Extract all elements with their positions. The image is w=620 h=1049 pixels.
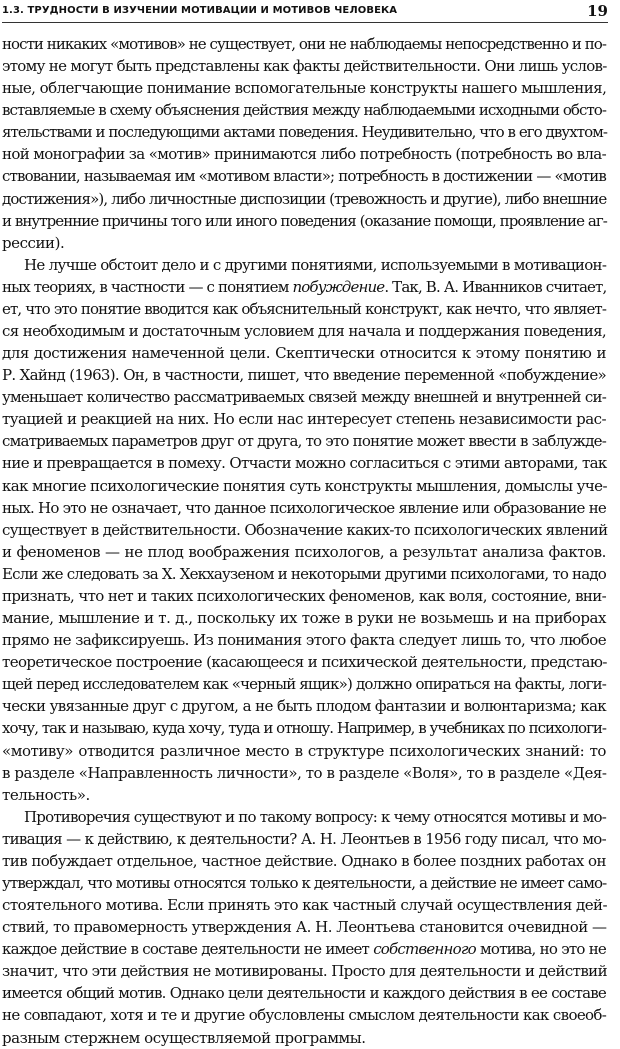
line-text: прямо не зафиксируешь. Из понимания этого факта следует лишь то, что любое [2,631,607,650]
text-line [2,938,606,960]
line-text: тивация — к действию, к деятельности? А. Н. Леонтьев в 1956 году писал, что мо- [2,829,606,848]
text-line [2,232,606,254]
body-text [2,33,606,1049]
text-line [2,276,606,298]
line-text: и внутренние причины того или иного поведения (оказание помощи, проявление аг- [2,211,607,230]
text-line [2,408,606,430]
line-text: рессии). [2,233,65,252]
text-line [2,386,606,408]
text-line [2,585,606,607]
line-text: ет, что это понятие вводится как объяснительный конструкт, как нечто, что являет- [2,299,606,318]
text-line [2,497,606,519]
line-text: как многие психологические понятия суть конструкты мышления, домыслы уче- [2,476,607,495]
line-text: Противоречия существуют и по такому вопросу: к чему относятся мотивы и мо- [24,807,606,826]
paragraph [2,33,606,254]
text-line [2,1027,606,1049]
text-line [2,563,606,585]
text-line [2,607,606,629]
text-line [2,475,606,497]
text-line [2,1004,606,1026]
text-line [2,762,606,784]
text-line [2,894,606,916]
text-line [2,717,606,739]
header-rule [2,22,608,23]
text-line [2,143,606,165]
text-line [2,254,606,276]
text-line [2,452,606,474]
line-text: ся необходимым и достаточным условием для начала и поддержания поведения, [2,322,606,341]
line-text: щей перед исследователем как «черный ящик») должно опираться на факты, логи- [2,675,606,694]
text-line [2,695,606,717]
line-text: мотива, но это не [475,940,606,959]
line-text: утверждал, что мотивы относятся только к деятельности, а действие не имеет само- [2,873,607,892]
line-text: ных теориях, в частности — с понятием [2,277,293,296]
line-text: ствий, то правомерность утверждения А. Н. Леонтьева становится очевидной — [2,918,607,937]
running-header [2,2,608,24]
line-text: «мотиву» отводится различное место в структуре психологических знаний: то [2,741,606,760]
line-text: тив побуждает отдельное, частное действие. Однако в более поздних работах он [2,851,606,870]
line-text: Не лучше обстоит дело и с другими понятиями, используемыми в мотивацион- [24,255,607,274]
emphasized-term: собственного [373,940,476,959]
text-line [2,651,606,673]
line-text: туацией и реакцией на них. Но если нас интересует степень независимости рас- [2,410,606,429]
line-text: имеется общий мотив. Однако цели деятельности и каждого действия в ее составе [2,984,606,1003]
line-text: в разделе «Направленность личности», то в разделе «Воля», то в разделе «Дея- [2,763,607,782]
text-line [2,673,606,695]
line-text: ные, облегчающие понимание вспомогательные конструкты нашего мышления, [2,79,607,98]
text-line [2,165,606,187]
line-text: вставляемые в схему объяснения действия между наблюдаемыми исходными обсто- [2,101,606,120]
line-text: не совпадают, хотя и те и другие обусловлены смыслом деятельности как своеоб- [2,1006,607,1025]
line-text: и феноменов — не плод воображения психологов, а результат анализа фактов. [2,542,606,561]
text-line [2,121,606,143]
line-text: для достижения намеченной цели. Скептически относится к этому понятию и [2,344,606,363]
text-line [2,541,606,563]
text-line [2,916,606,938]
line-text: ной монографии за «мотив» принимаются либо потребность (потребность во вла- [2,145,606,164]
line-text: сматриваемых параметров друг от друга, то это понятие может ввести в заблужде- [2,432,606,451]
text-line [2,872,606,894]
paragraph [2,806,606,1049]
line-text: каждое действие в составе деятельности не имеет [2,940,374,959]
text-line [2,210,606,232]
line-text: хочу, так и называю, куда хочу, туда и отношу. Например, в учебниках по психологи- [2,719,606,738]
line-text: чески увязанные друг с другом, а не быть плодом фантазии и волюнтаризма; как [2,697,606,716]
text-line [2,77,606,99]
line-text: значит, что эти действия не мотивированы. Просто для деятельности и действий [2,962,607,981]
line-text: этому не могут быть представлены как факты действительности. Они лишь услов- [2,57,607,76]
text-line [2,33,606,55]
text-line [2,629,606,651]
line-text: стоятельного мотива. Если принять это как частный случай осуществления дей- [2,896,607,915]
text-line [2,298,606,320]
line-text: признать, что нет и таких психологических феноменов, как воля, состояние, вни- [2,586,606,605]
text-line [2,320,606,342]
text-line [2,806,606,828]
line-text: Если же следовать за Х. Хекхаузеном и некоторыми другими психологами, то надо [2,564,607,583]
line-text: ности никаких «мотивов» не существует, они не наблюдаемы непосредственно и по- [2,35,606,53]
line-text: ных. Но это не означает, что данное психологическое явление или образование не [2,498,606,517]
text-line [2,364,606,386]
emphasized-term: побуждение [292,277,385,296]
line-text: ствовании, называемая им «мотивом власти»; потребность в достижении — «мотив [2,167,606,186]
text-line [2,519,606,541]
line-text: тельность». [2,785,90,804]
text-line [2,55,606,77]
line-text: теоретическое построение (касающееся и психической деятельности, предстаю- [2,653,607,672]
line-text: . Так, В. А. Иванников считает, [384,277,607,296]
text-line [2,784,606,806]
text-line [2,740,606,762]
line-text: Р. Хайнд (1963). Он, в частности, пишет, что введение переменной «побуждение» [2,366,606,385]
line-text: мание, мышление и т. д., поскольку их тоже в руки не возьмешь и на приборах [2,609,606,628]
page-number: 19 [587,2,608,20]
line-text: ятельствами и последующими актами поведения. Неудивительно, что в его двухтом- [2,123,607,142]
line-text: уменьшает количество рассматриваемых связей между внешней и внутренней си- [2,388,606,407]
text-line [2,99,606,121]
text-line [2,828,606,850]
line-text: ние и превращается в помеху. Отчасти можно согласиться с этими авторами, так [2,454,607,473]
text-line [2,850,606,872]
line-text: существует в действительности. Обозначение каких-то психологических явлений [2,520,608,539]
paragraph [2,254,606,806]
line-text: достижения»), либо личностные диспозиции (тревожность и другие), либо внешние [2,189,607,208]
text-line [2,430,606,452]
text-line [2,188,606,210]
line-text: разным стержнем осуществляемой программы. [2,1028,366,1047]
text-line [2,960,606,982]
text-line [2,342,606,364]
text-line [2,982,606,1004]
chapter-heading: 1.3. ТРУДНОСТИ В ИЗУЧЕНИИ МОТИВАЦИИ И МОТИВОВ ЧЕЛОВЕКА [2,5,398,16]
